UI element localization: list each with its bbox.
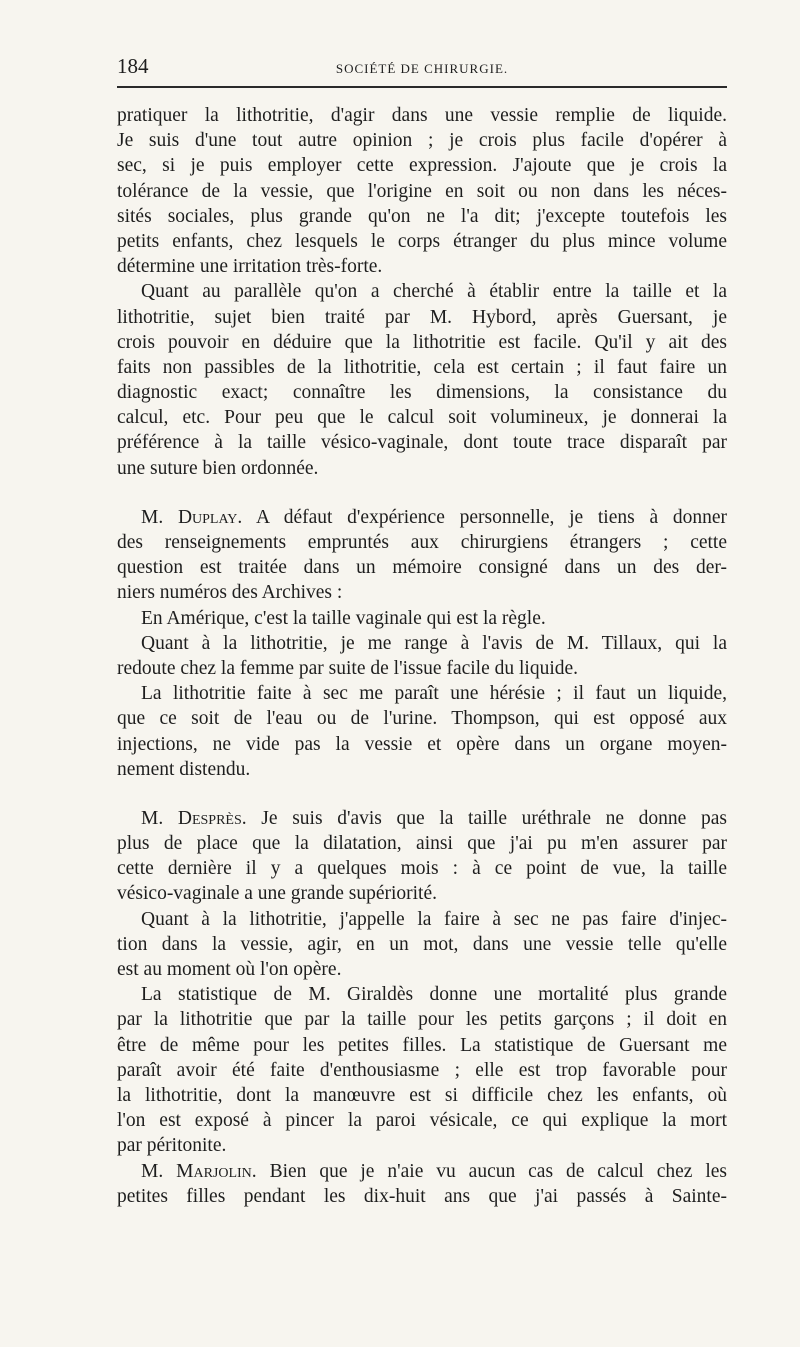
text-line: question est traitée dans un mémoire consigné dans un des der- [117,557,727,579]
text-line: petites filles pendant les dix-huit ans que j'ai passés à Sainte- [117,1185,727,1207]
speaker-prefix: M. [141,506,178,528]
speaker-name: Desprès [177,807,242,829]
text-line: nement distendu. [117,758,251,780]
paragraph [117,907,727,983]
text-line: La statistique de M. Giraldès donne une mortalité plus grande [141,984,727,1006]
text-line [117,806,727,831]
paragraph [117,606,727,631]
paragraph [117,103,727,279]
header-rule [117,86,727,88]
document-page [117,50,727,1209]
text-line: des renseignements empruntés aux chirurgiens étrangers ; cette [117,532,727,553]
text-line: diagnostic exact; connaître les dimensions, la consistance du [117,382,727,404]
text-line: tion dans la vessie, agir, en un mot, dans une vessie telle qu'elle [117,933,727,955]
text-line: vésico-vaginale a une grande supériorité. [117,883,437,905]
line-text: . A défaut d'expérience personnelle, je tiens à donner [237,506,727,528]
text-line: paraît avoir été faite d'enthousiasme ; elle est trop favorable pour [117,1059,727,1081]
text-line: détermine une irritation très-forte. [117,256,383,278]
text-line: tolérance de la vessie, que l'origine en soit ou non dans les néces- [117,180,727,202]
text-line: niers numéros des Archives : [117,582,343,604]
text-line: sités sociales, plus grande qu'on ne l'a dit; j'excepte toutefois les [117,205,727,227]
running-head: SOCIÉTÉ DE CHIRURGIE. [335,61,509,76]
paragraph [117,279,727,481]
text-line [117,1159,727,1184]
text-line: l'on est exposé à pincer la paroi vésicale, ce qui explique la mort [117,1110,727,1132]
text-line: être de même pour les petites filles. La statistique de Guersant me [117,1034,727,1056]
page-header [117,50,727,80]
page-number: 184 [117,54,149,78]
speaker-name: Duplay [177,506,238,528]
paragraph [117,1159,727,1209]
speaker-name: Marjolin [176,1160,252,1182]
text-line: Je suis d'une tout autre opinion ; je crois plus facile d'opérer à [117,130,727,152]
text-line: crois pouvoir en déduire que la lithotritie est facile. Qu'il y ait des [117,331,727,353]
text-line: lithotritie, sujet bien traité par M. Hybord, après Guersant, je [117,306,727,328]
text-line: par péritonite. [117,1135,227,1157]
text-line: injections, ne vide pas la vessie et opère dans un organe moyen- [117,733,727,755]
text-line: Quant à la lithotritie, j'appelle la faire à sec ne pas faire d'injec- [141,908,727,930]
paragraph [117,982,727,1158]
text-line: petits enfants, chez lesquels le corps étranger du plus mince volume [117,230,727,252]
speaker-prefix: M. [141,1160,177,1182]
paragraph-gap [117,782,727,806]
text-line: est au moment où l'on opère. [117,959,342,980]
text-line: plus de place que la dilatation, ainsi que j'ai pu m'en assurer par [117,833,727,855]
body-text [117,103,727,1209]
text-line: Quant au parallèle qu'on a cherché à établir entre la taille et la [141,281,727,303]
paragraph [117,631,727,681]
text-line: préférence à la taille vésico-vaginale, dont toute trace disparaît par [117,432,727,454]
text-line [117,505,727,530]
text-line: faits non passibles de la lithotritie, cela est certain ; il faut faire un [117,356,727,378]
text-line: une suture bien ordonnée. [117,457,319,479]
paragraph [117,806,727,907]
text-line: sec, si je puis employer cette expression. J'ajoute que je crois la [117,155,727,177]
text-line: redoute chez la femme par suite de l'issue facile du liquide. [117,657,579,679]
text-line: cette dernière il y a quelques mois : à ce point de vue, la taille [117,858,727,880]
speaker-prefix: M. [141,807,178,829]
text-line: En Amérique, c'est la taille vaginale qui est la règle. [141,607,546,629]
text-line: la lithotritie, dont la manœuvre est si difficile chez les enfants, où [117,1084,727,1106]
text-line: que ce soit de l'eau ou de l'urine. Thompson, qui est opposé aux [117,708,727,730]
line-text: . Je suis d'avis que la taille uréthrale ne donne pas [241,807,727,829]
line-text: . Bien que je n'aie vu aucun cas de calcul chez les [251,1160,727,1182]
paragraph [117,681,727,782]
text-line: La lithotritie faite à sec me paraît une hérésie ; il faut un liquide, [141,683,727,705]
paragraph [117,505,727,606]
text-line: par la lithotritie que par la taille pour les petits garçons ; il doit en [117,1009,727,1031]
text-line: Quant à la lithotritie, je me range à l'avis de M. Tillaux, qui la [141,632,727,654]
text-line: pratiquer la lithotritie, d'agir dans une vessie remplie de liquide. [117,105,727,126]
text-line: calcul, etc. Pour peu que le calcul soit volumineux, je donnerai la [117,407,727,429]
paragraph-gap [117,481,727,505]
